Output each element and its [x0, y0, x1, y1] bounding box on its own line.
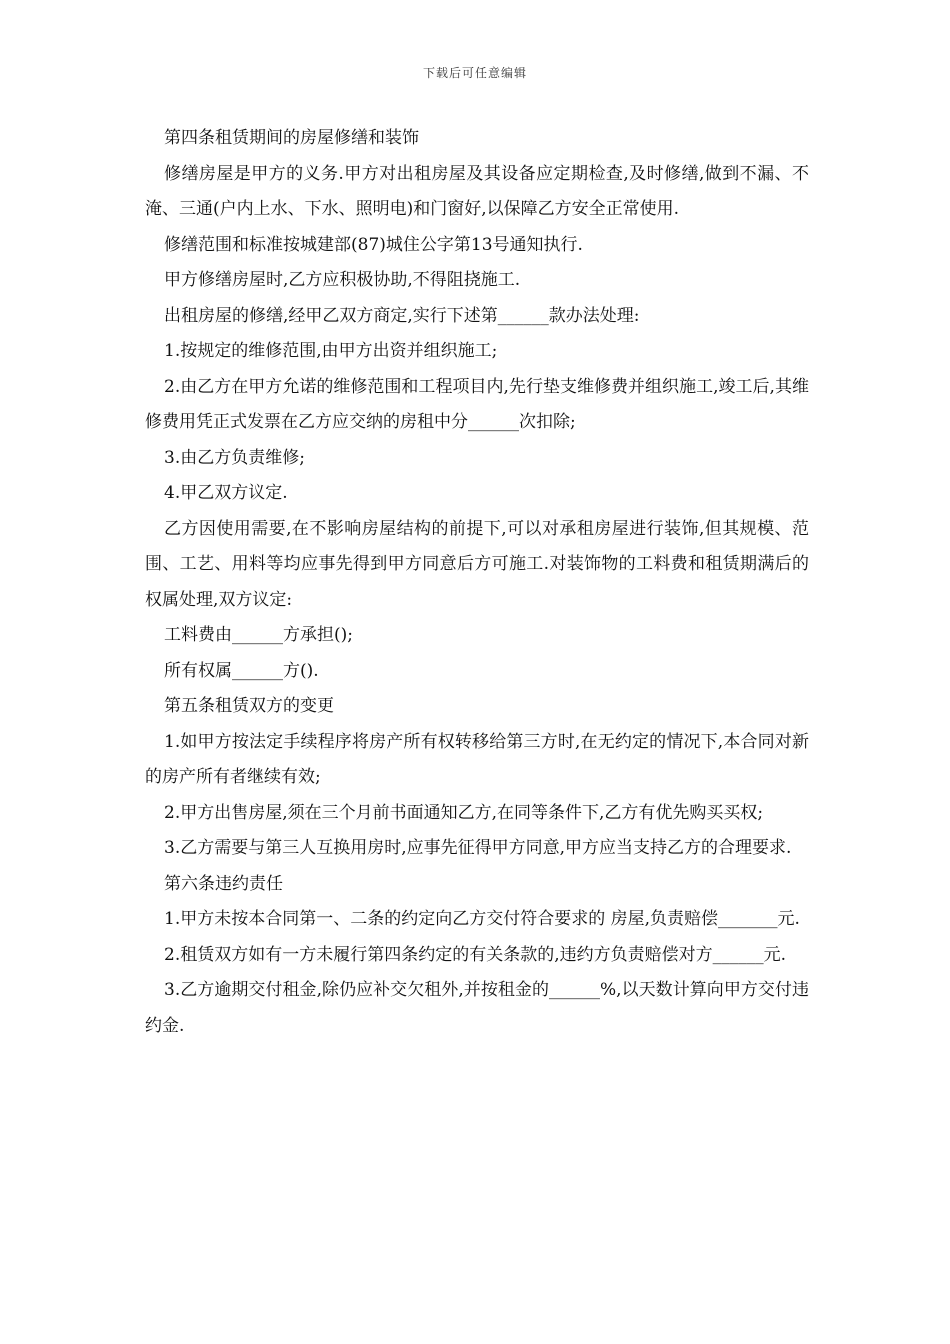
- list-item: 2.租赁双方如有一方未履行第四条约定的有关条款的,违约方负责赔偿对方______元.: [164, 944, 787, 965]
- list-item: 3.乙方需要与第三人互换用房时,应事先征得甲方同意,甲方应当支持乙方的合理要求.: [164, 838, 792, 858]
- paragraph: 工料费由______方承担();: [164, 625, 353, 645]
- paragraph: 乙方因使用需要,在不影响房屋结构的前提下,可以对承租房屋进行装饰,但其规模、范围、工艺、用料等均应事先得到甲方同意后方可施工.对装饰物的工料费和租赁期满后的权属处理,双方议定:: [145, 518, 809, 610]
- paragraph: 所有权属______方().: [164, 660, 319, 681]
- list-item: 4.甲乙双方议定.: [164, 483, 288, 503]
- list-item: 2.由乙方在甲方允诺的维修范围和工程项目内,先行垫支维修费并组织施工,竣工后,其维修费用凭正式发票在乙方应交纳的房租中分______次扣除;: [145, 376, 809, 432]
- paragraph: 修缮范围和标准按城建部(87)城住公字第13号通知执行.: [164, 234, 583, 255]
- document-body: [145, 121, 809, 1044]
- paragraph: 出租房屋的修缮,经甲乙双方商定,实行下述第______款办法处理:: [164, 305, 640, 326]
- page-header-note: 下载后可任意编辑: [422, 66, 527, 80]
- section-heading-article-4: 第四条租赁期间的房屋修缮和装饰: [164, 128, 419, 148]
- list-item: 1.按规定的维修范围,由甲方出资并组织施工;: [164, 341, 498, 361]
- section-heading-article-6: 第六条违约责任: [164, 873, 283, 894]
- list-item: 3.由乙方负责维修;: [164, 447, 305, 468]
- list-item: 3.乙方逾期交付租金,除仍应补交欠租外,并按租金的______%,以天数计算向甲方交付违约金.: [145, 980, 809, 1036]
- list-item: 1.如甲方按法定手续程序将房产所有权转移给第三方时,在无约定的情况下,本合同对新的房产所有者继续有效;: [145, 731, 809, 787]
- section-heading-article-5: 第五条租赁双方的变更: [164, 696, 334, 716]
- list-item: 2.甲方出售房屋,须在三个月前书面通知乙方,在同等条件下,乙方有优先购买买权;: [164, 802, 764, 823]
- paragraph: 修缮房屋是甲方的义务.甲方对出租房屋及其设备应定期检查,及时修缮,做到不漏、不淹、三通(户内上水、下水、照明电)和门窗好,以保障乙方安全正常使用.: [145, 163, 809, 219]
- paragraph: 甲方修缮房屋时,乙方应积极协助,不得阻挠施工.: [164, 270, 521, 290]
- list-item: 1.甲方未按本合同第一、二条的约定向乙方交付符合要求的 房屋,负责赔偿_______元.: [164, 909, 800, 929]
